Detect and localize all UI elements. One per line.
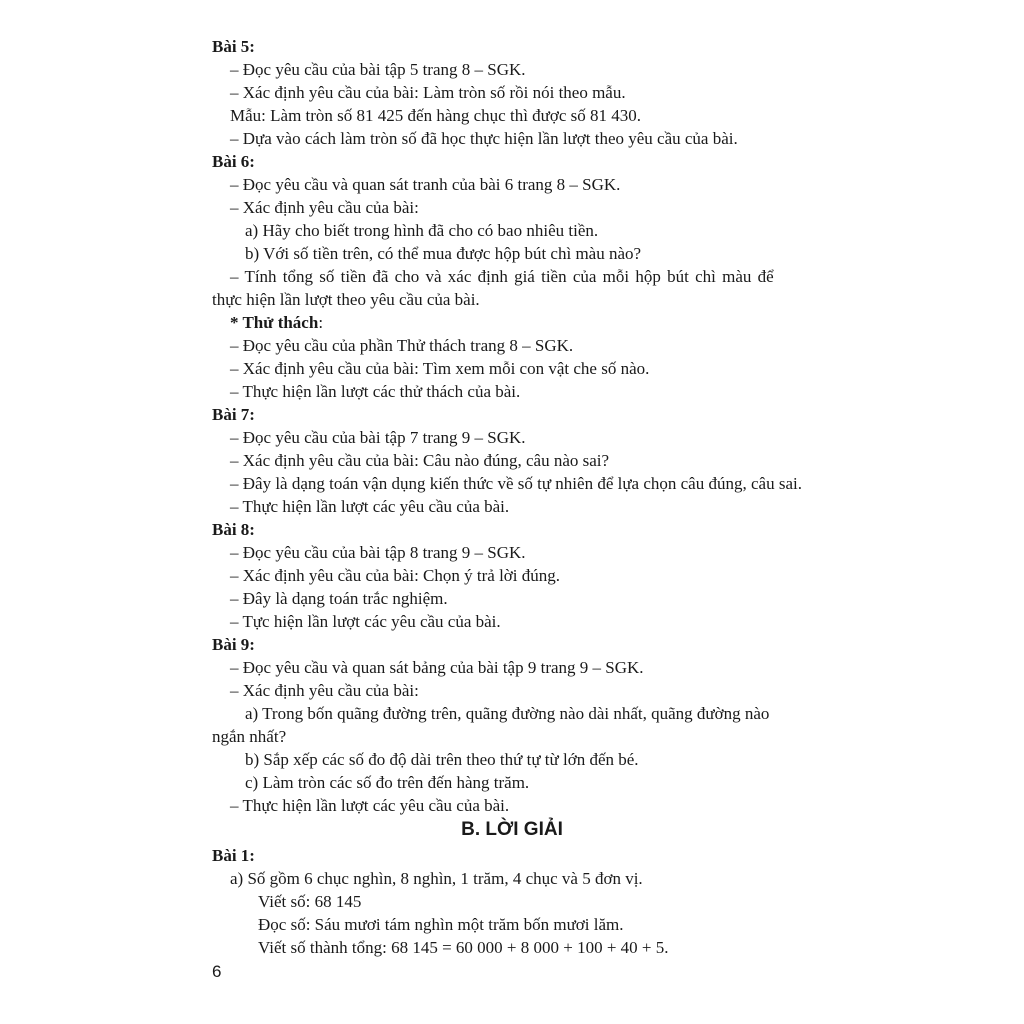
bai1-line-2: Viết số: 68 145 <box>258 892 362 911</box>
bai5-heading: Bài 5: <box>212 37 255 56</box>
bai7-line-3: – Đây là dạng toán vận dụng kiến thức về số tự nhiên để lựa chọn câu đúng, câu sai. <box>230 474 802 493</box>
bai9-line-4: ngắn nhất? <box>212 727 287 746</box>
bai9-line-7: – Thực hiện lần lượt các yêu cầu của bài. <box>230 796 510 815</box>
bai5-line-4: – Dựa vào cách làm tròn số đã học thực hiện lần lượt theo yêu cầu của bài. <box>230 129 738 148</box>
bai6-line-1: – Đọc yêu cầu và quan sát tranh của bài 6 trang 8 – SGK. <box>230 175 621 194</box>
bai8-line-2: – Xác định yêu cầu của bài: Chọn ý trả lời đúng. <box>230 566 561 585</box>
bai1-line-3: Đọc số: Sáu mươi tám nghìn một trăm bốn mươi lăm. <box>258 915 624 934</box>
bai9-line-6: c) Làm tròn các số đo trên đến hàng trăm. <box>245 773 530 792</box>
bai9-heading: Bài 9: <box>212 635 255 654</box>
bai7-line-4: – Thực hiện lần lượt các yêu cầu của bài. <box>230 497 510 516</box>
bai5-line-3: Mẫu: Làm tròn số 81 425 đến hàng chục thì được số 81 430. <box>230 106 642 125</box>
bai7-heading: Bài 7: <box>212 405 255 424</box>
bai9-line-2: – Xác định yêu cầu của bài: <box>230 681 419 700</box>
page-number: 6 <box>212 962 222 981</box>
bai5-line-1: – Đọc yêu cầu của bài tập 5 trang 8 – SGK. <box>230 60 526 79</box>
bai9-line-3: a) Trong bốn quãng đường trên, quãng đường nào dài nhất, quãng đường nào <box>245 704 770 723</box>
bai9-line-5: b) Sắp xếp các số đo độ dài trên theo thứ tự từ lớn đến bé. <box>245 750 639 769</box>
bai6-line-2: – Xác định yêu cầu của bài: <box>230 198 419 217</box>
bai8-line-4: – Tực hiện lần lượt các yêu cầu của bài. <box>230 612 501 631</box>
section-b-title: B. LỜI GIẢI <box>461 819 563 840</box>
bai6-heading: Bài 6: <box>212 152 255 171</box>
thu-thach-line-2: – Xác định yêu cầu của bài: Tìm xem mỗi con vật che số nào. <box>230 359 650 378</box>
bai8-line-3: – Đây là dạng toán trắc nghiệm. <box>230 589 448 608</box>
thu-thach-title: * Thử thách <box>230 313 319 332</box>
bai9-line-1: – Đọc yêu cầu và quan sát bảng của bài tập 9 trang 9 – SGK. <box>230 658 644 677</box>
bai5-line-2: – Xác định yêu cầu của bài: Làm tròn số rồi nói theo mẫu. <box>230 83 626 102</box>
bai6-line-3: a) Hãy cho biết trong hình đã cho có bao nhiêu tiền. <box>245 221 599 240</box>
bai1-heading: Bài 1: <box>212 846 255 865</box>
bai8-line-1: – Đọc yêu cầu của bài tập 8 trang 9 – SGK. <box>230 543 526 562</box>
bai1-line-1: a) Số gồm 6 chục nghìn, 8 nghìn, 1 trăm, 4 chục và 5 đơn vị. <box>230 869 643 888</box>
thu-thach-line-3: – Thực hiện lần lượt các thử thách của bài. <box>230 382 521 401</box>
bai8-heading: Bài 8: <box>212 520 255 539</box>
thu-thach-colon: : <box>318 313 324 332</box>
bai7-line-2: – Xác định yêu cầu của bài: Câu nào đúng, câu nào sai? <box>230 451 610 470</box>
bai6-line-5: – Tính tổng số tiền đã cho và xác định giá tiền của mỗi hộp bút chì màu để <box>230 267 774 286</box>
thu-thach-line-1: – Đọc yêu cầu của phần Thử thách trang 8 – SGK. <box>230 336 574 355</box>
bai7-line-1: – Đọc yêu cầu của bài tập 7 trang 9 – SGK. <box>230 428 526 447</box>
bai6-line-6: thực hiện lần lượt theo yêu cầu của bài. <box>212 290 480 309</box>
bai1-line-4: Viết số thành tổng: 68 145 = 60 000 + 8 000 + 100 + 40 + 5. <box>258 938 669 957</box>
thu-thach-heading <box>230 312 323 334</box>
bai6-line-4: b) Với số tiền trên, có thể mua được hộp bút chì màu nào? <box>245 244 642 263</box>
